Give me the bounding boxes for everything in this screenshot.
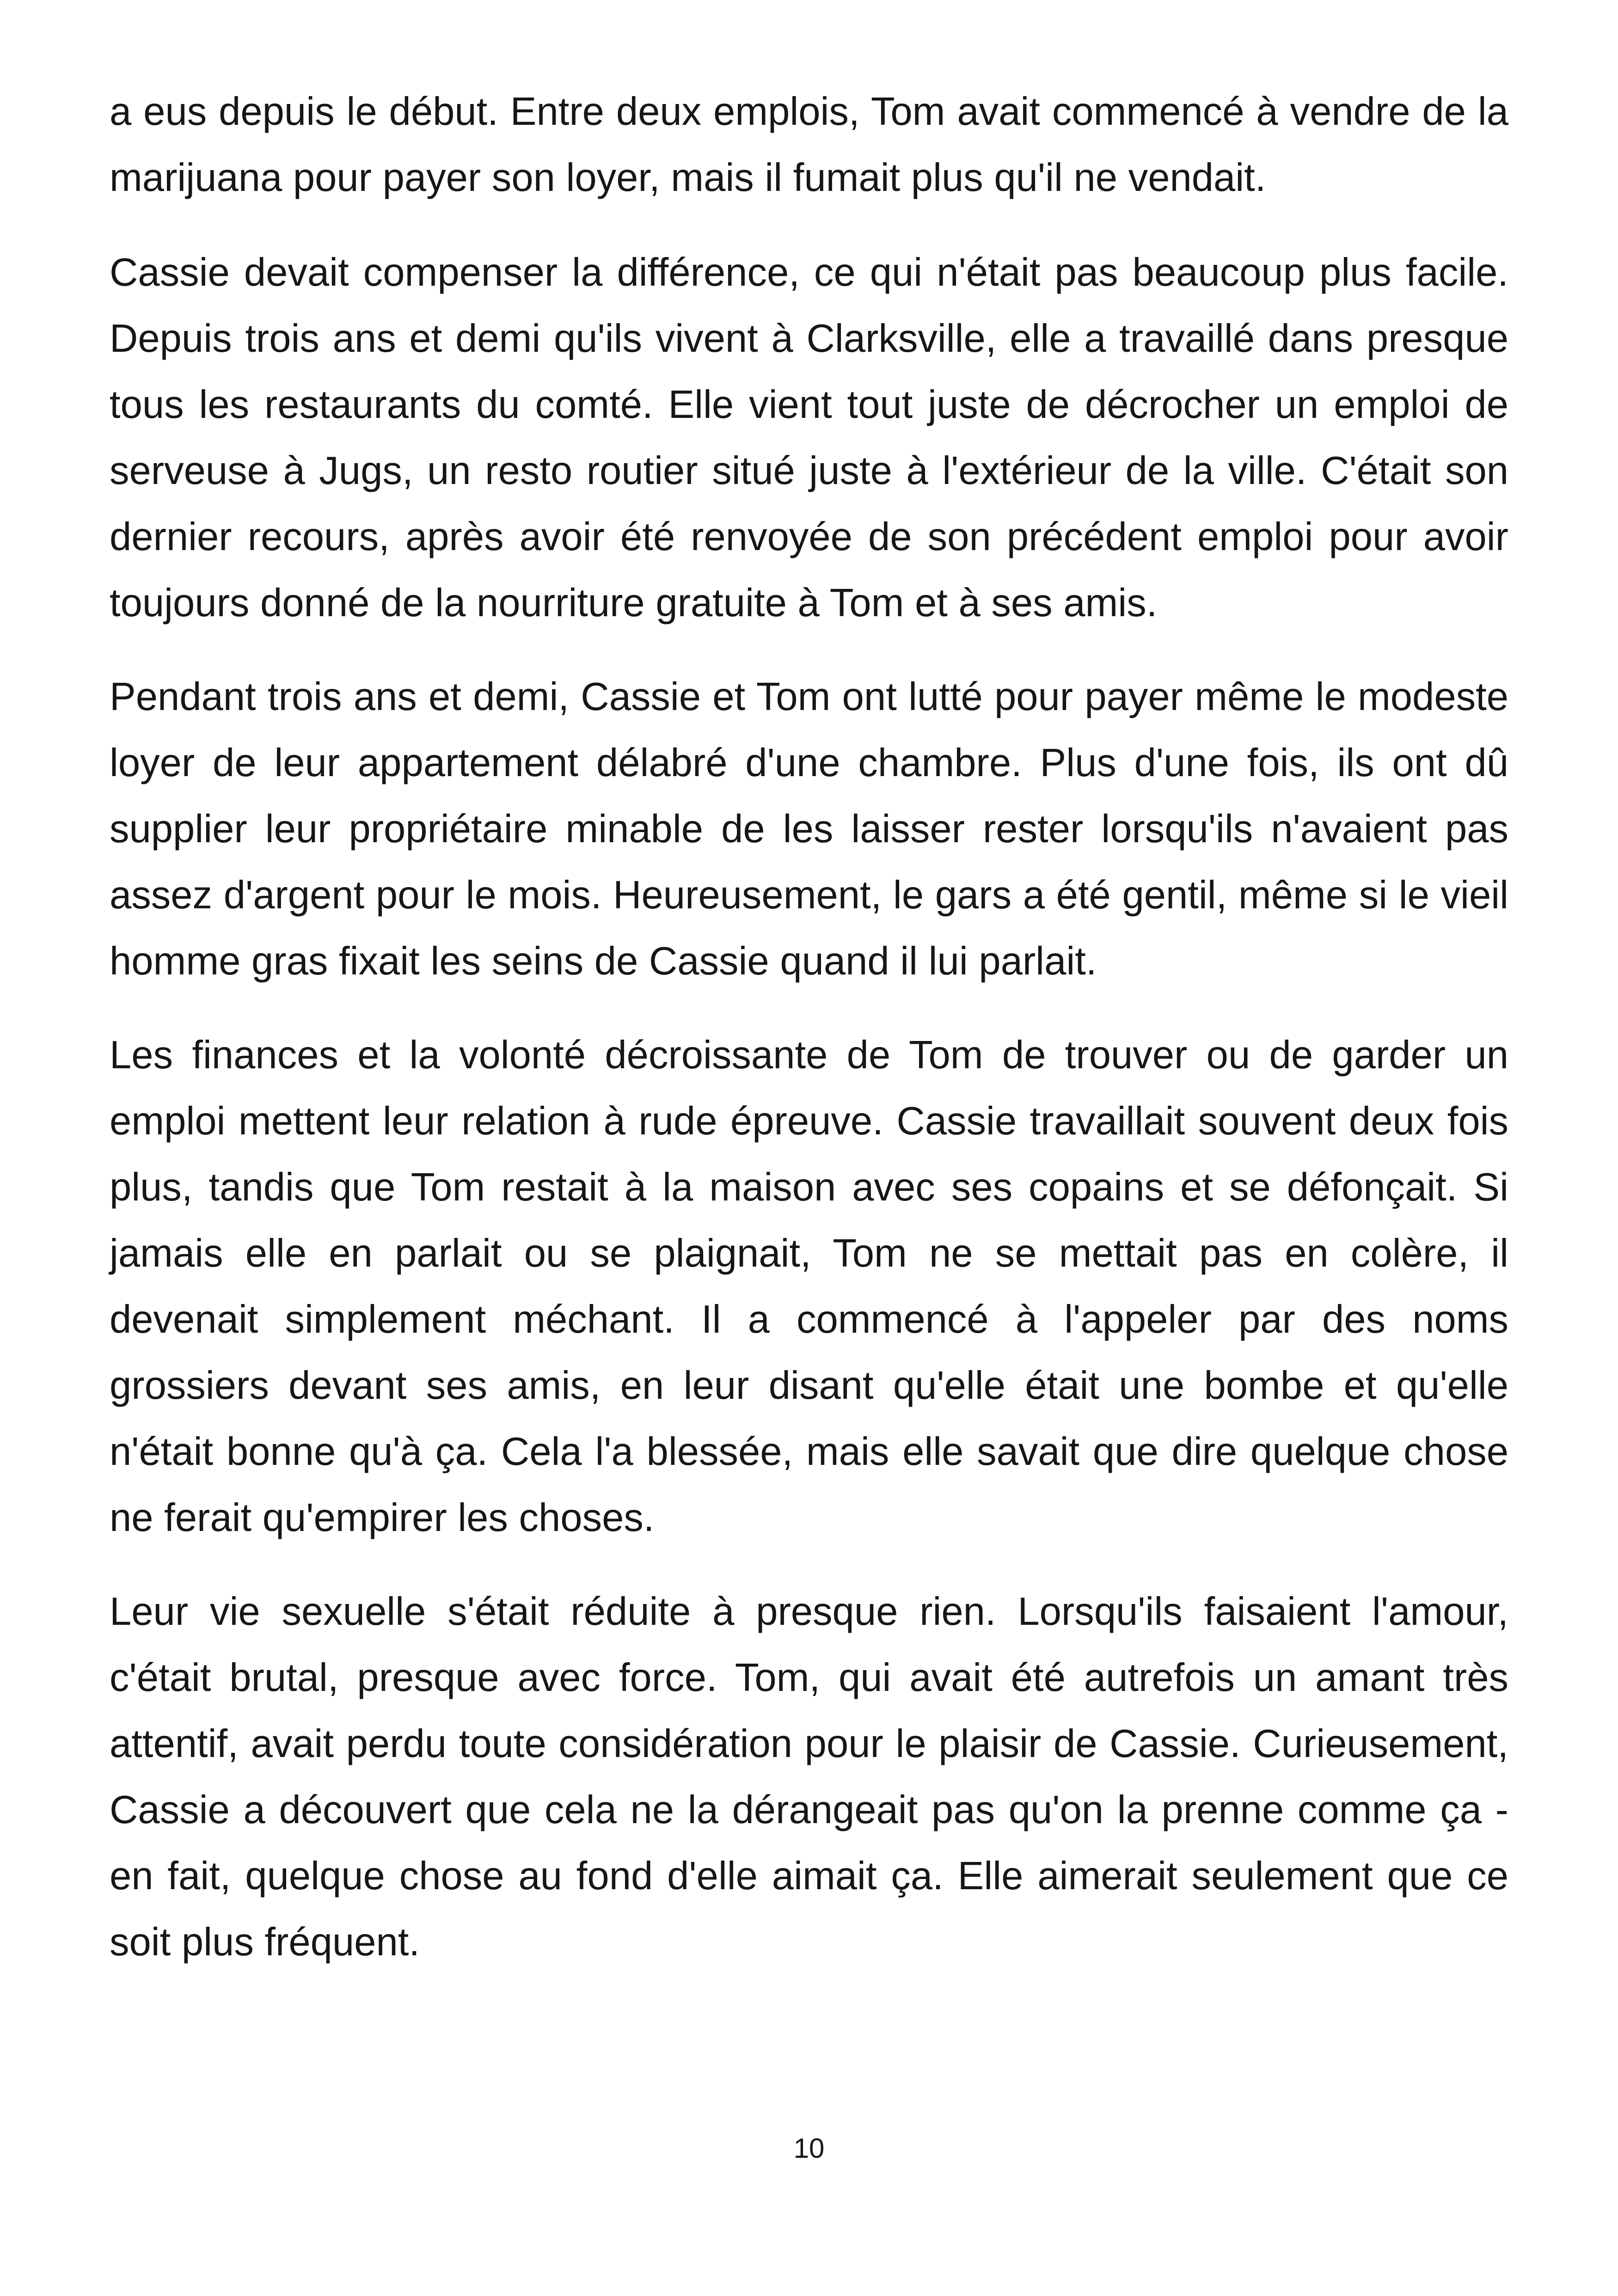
paragraph-1: a eus depuis le début. Entre deux emplois, Tom avait commencé à vendre de la marijuana pour payer son loyer, mais il fumait plus qu'il ne vendait. [110,90,1508,200]
page-number: 10 [793,2133,825,2164]
paragraph-4: Les finances et la volonté décroissante de Tom de trouver ou de garder un emploi mettent leur relation à rude épreuve. Cassie travaillait souvent deux fois plus, tandis que Tom restait à la maison avec ses copains et se défonçait. Si jamais elle en parlait ou se plaignait, Tom ne se mettait pas en colère, il devenait simplement méchant. Il a commencé à l'appeler par des noms grossiers devant ses amis, en leur disant qu'elle était une bombe et qu'elle n'était bonne qu'à ça. Cela l'a blessée, mais elle savait que dire quelque chose ne ferait qu'empirer les choses. [110,1033,1508,1540]
text-body [110,79,1508,2003]
paragraph-2: Cassie devait compenser la différence, ce qui n'était pas beaucoup plus facile. Depuis trois ans et demi qu'ils vivent à Clarksville, elle a travaillé dans presque tous les restaurants du comté. Elle vient tout juste de décrocher un emploi de serveuse à Jugs, un resto routier situé juste à l'extérieur de la ville. C'était son dernier recours, après avoir été renvoyée de son précédent emploi pour avoir toujours donné de la nourriture gratuite à Tom et à ses amis. [110,251,1508,625]
paragraph-5: Leur vie sexuelle s'était réduite à presque rien. Lorsqu'ils faisaient l'amour, c'était brutal, presque avec force. Tom, qui avait été autrefois un amant très attentif, avait perdu toute considération pour le plaisir de Cassie. Curieusement, Cassie a découvert que cela ne la dérangeait pas qu'on la prenne comme ça - en fait, quelque chose au fond d'elle aimait ça. Elle aimerait seulement que ce soit plus fréquent. [110,1590,1508,1964]
paragraph-3: Pendant trois ans et demi, Cassie et Tom ont lutté pour payer même le modeste loyer de leur appartement délabré d'une chambre. Plus d'une fois, ils ont dû supplier leur propriétaire minable de les laisser rester lorsqu'ils n'avaient pas assez d'argent pour le mois. Heureusement, le gars a été gentil, même si le vieil homme gras fixait les seins de Cassie quand il lui parlait. [110,675,1508,983]
